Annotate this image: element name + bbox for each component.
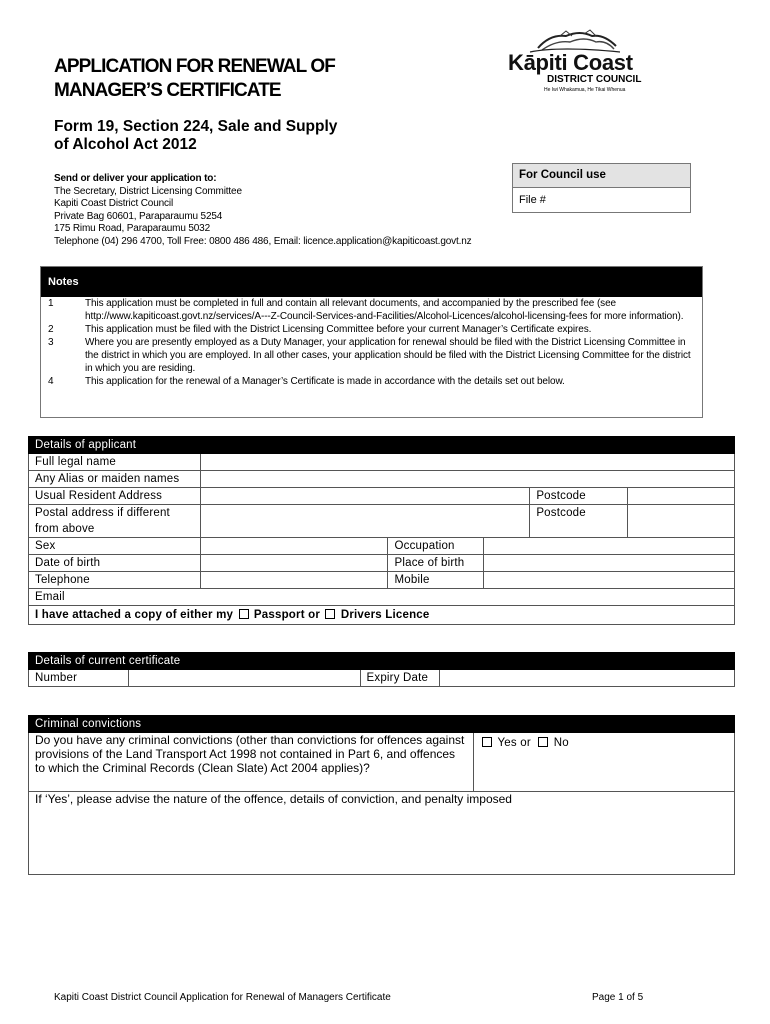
subtitle-line-1: Form 19, Section 224, Sale and Supply	[54, 118, 338, 135]
send-line: The Secretary, District Licensing Committee	[54, 185, 242, 197]
telephone-label: Telephone	[29, 572, 201, 589]
send-to-address	[54, 173, 472, 249]
yes-no-options	[474, 733, 735, 792]
telephone-input[interactable]	[200, 572, 388, 589]
postcode-label: Postcode	[530, 488, 628, 505]
certificate-number-label: Number	[29, 670, 129, 687]
applicant-heading: Details of applicant	[29, 437, 735, 454]
note-item	[41, 336, 702, 375]
note-text: This application must be filed with the District Licensing Committee before your current Manager’s Certificate expires.	[85, 324, 592, 335]
note-number: 2	[48, 324, 54, 335]
council-logo	[500, 28, 670, 98]
send-line: 175 Rimu Road, Paraparaumu 5032	[54, 223, 211, 235]
note-number: 4	[48, 376, 54, 387]
address-label: Usual Resident Address	[29, 488, 201, 505]
expiry-date-label: Expiry Date	[360, 670, 440, 687]
send-line: Telephone (04) 296 4700, Toll Free: 0800 486 486, Email: licence.application@kapiticoast.govt.nz	[54, 235, 472, 247]
file-number-field: File #	[519, 194, 546, 206]
address-input[interactable]	[200, 488, 529, 505]
full-name-input[interactable]	[200, 454, 734, 471]
council-use-box	[512, 163, 691, 213]
title-line-2: MANAGER’S CERTIFICATE	[54, 80, 281, 101]
occupation-input[interactable]	[484, 538, 735, 555]
send-line: Kapiti Coast District Council	[54, 198, 174, 210]
certificate-heading: Details of current certificate	[29, 653, 735, 670]
postal-address-label: Postal address if different from above	[29, 505, 201, 538]
offence-details-field[interactable]: If ‘Yes’, please advise the nature of the offence, details of conviction, and penalty imposed	[29, 792, 735, 875]
licence-label: Drivers Licence	[340, 609, 430, 621]
pob-label: Place of birth	[388, 555, 484, 572]
page-title	[54, 55, 335, 103]
council-use-heading: For Council use	[513, 164, 690, 188]
mobile-input[interactable]	[484, 572, 735, 589]
alias-label: Any Alias or maiden names	[29, 471, 201, 488]
licence-checkbox[interactable]	[325, 609, 335, 619]
note-text: This application must be completed in full and contain all relevant documents, and accompanied by the prescribed fee (see http://www.kapiticoast.govt.nz/services/A---Z-Council-Services-and-Facilities/Alcohol-Licences/alcohol-licensing-fees for more information).	[85, 298, 684, 322]
no-label: No	[553, 737, 569, 749]
note-item	[41, 375, 702, 388]
criminal-convictions-table	[28, 715, 735, 875]
footer-document-title: Kapiti Coast District Council Application for Renewal of Managers Certificate	[54, 992, 391, 1003]
attachment-row	[29, 606, 735, 625]
criminal-heading: Criminal convictions	[29, 716, 735, 733]
send-line: Private Bag 60601, Paraparaumu 5254	[54, 210, 223, 222]
dob-label: Date of birth	[29, 555, 201, 572]
postal-postcode-input[interactable]	[628, 505, 735, 538]
page-number: Page 1 of 5	[592, 992, 644, 1003]
dob-input[interactable]	[200, 555, 388, 572]
email-label: Email	[29, 589, 735, 606]
mobile-label: Mobile	[388, 572, 484, 589]
note-item	[41, 323, 702, 336]
send-heading: Send or deliver your application to:	[54, 173, 217, 184]
note-number: 3	[48, 337, 54, 348]
logo-name: Kāpiti Coast	[508, 50, 633, 75]
note-text: This application for the renewal of a Manager’s Certificate is made in accordance with the details set out below.	[85, 376, 565, 387]
occupation-label: Occupation	[388, 538, 484, 555]
postal-postcode-label: Postcode	[530, 505, 628, 538]
certificate-number-input[interactable]	[128, 670, 360, 687]
no-checkbox[interactable]	[538, 737, 548, 747]
attach-text: I have attached a copy of either my	[35, 609, 234, 621]
certificate-details-table	[28, 652, 735, 687]
note-number: 1	[48, 298, 54, 309]
postcode-input[interactable]	[628, 488, 735, 505]
alias-input[interactable]	[200, 471, 734, 488]
subtitle-line-2: of Alcohol Act 2012	[54, 136, 197, 153]
notes-heading: Notes	[41, 267, 702, 297]
sex-input[interactable]	[200, 538, 388, 555]
form-subtitle	[54, 118, 337, 154]
yes-label: Yes or	[497, 737, 531, 749]
pob-input[interactable]	[484, 555, 735, 572]
expiry-date-input[interactable]	[440, 670, 735, 687]
postal-address-input[interactable]	[200, 505, 529, 538]
notes-box	[40, 266, 703, 418]
logo-council: DISTRICT COUNCIL	[547, 74, 642, 85]
passport-label: Passport or	[253, 609, 321, 621]
sex-label: Sex	[29, 538, 201, 555]
full-name-label: Full legal name	[29, 454, 201, 471]
note-text: Where you are presently employed as a Duty Manager, your application for renewal should be filed with the District Licensing Committee in the district in which you are employed. In all other cases, your application should be filed with the District Licensing Committee for the district in which you are residing.	[85, 337, 691, 374]
title-line-1: APPLICATION FOR RENEWAL OF	[54, 56, 335, 77]
note-item	[41, 297, 702, 323]
convictions-question: Do you have any criminal convictions (other than convictions for offences against provisions of the Land Transport Act 1998 not contained in Part 6, and offences to which the Criminal Records (Clean Slate) Act 2004 applies)?	[29, 733, 474, 792]
applicant-details-table	[28, 436, 735, 625]
passport-checkbox[interactable]	[239, 609, 249, 619]
logo-motto: He Iwi Whakamua, He Tikai Whenua	[544, 87, 626, 93]
yes-checkbox[interactable]	[482, 737, 492, 747]
